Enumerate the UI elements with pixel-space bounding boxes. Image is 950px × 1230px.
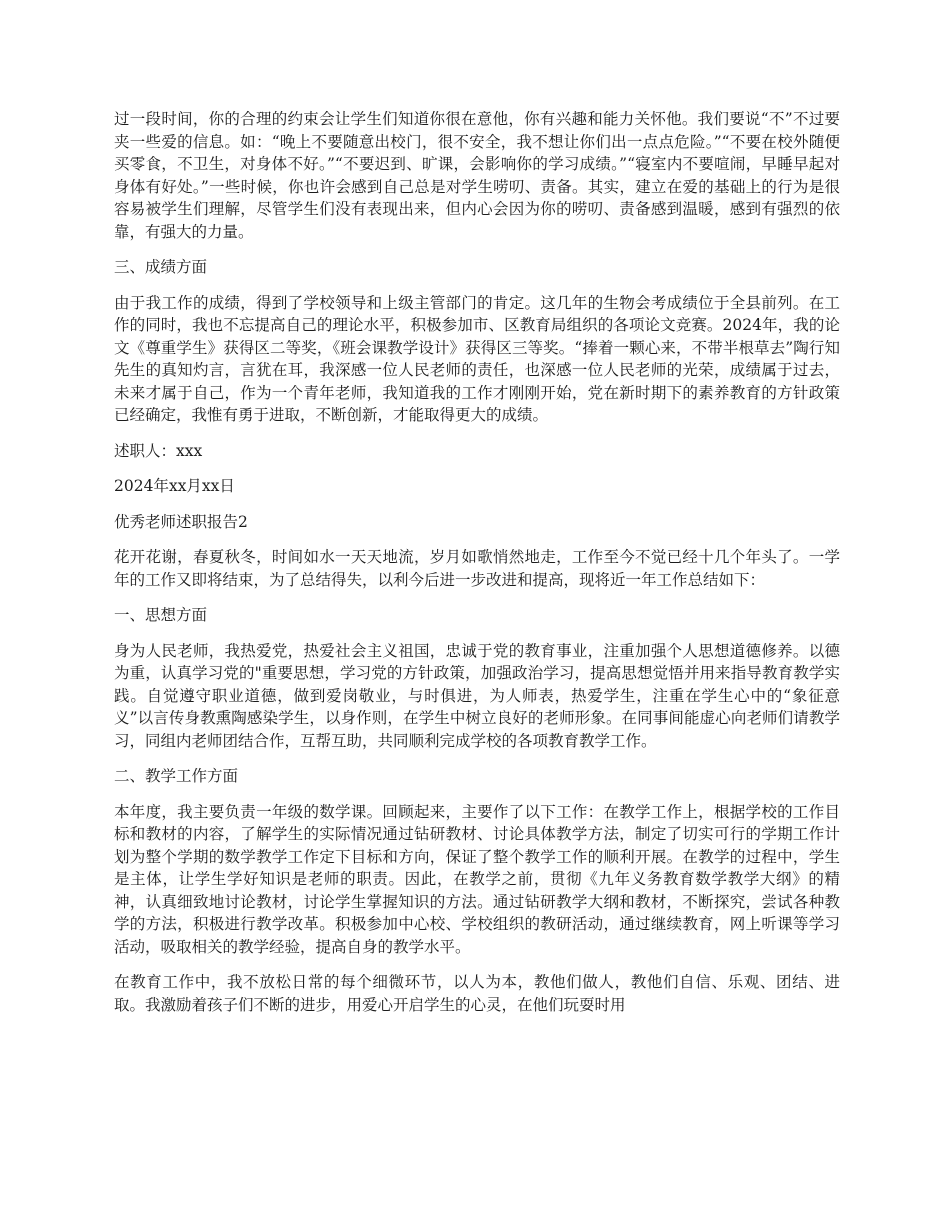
paragraph-education-work: 在教育工作中，我不放松日常的每个细微环节，以人为本，教他们做人，教他们自信、乐观、团结、进取。我激励着孩子们不断的进步，用爱心开启学生的心灵，在他们玩耍时用: [114, 973, 840, 1014]
report-2-title: 优秀老师述职报告2: [114, 512, 248, 531]
date-line: 2024年xx月xx日: [114, 477, 235, 495]
paragraph-achievements: 由于我工作的成绩，得到了学校领导和上级主管部门的肯定。这几年的生物会考成绩位于全县前列。在工作的同时，我也不忘提高自己的理论水平，积极参加市、区教育局组织的各项论文竞赛。2024年，我的论文《尊重学生》获得区二等奖，《班会课教学设计》获得区三等奖。“捧着一颗心来，不带半根草去”陶行知先生的真知灼言，言犹在耳，我深感一位人民老师的责任，也深感一位人民老师的光荣，成绩属于过去，未来才属于自己，作为一个青年老师，我知道我的工作才刚刚开始，党在新时期下的素养教育的方针政策已经确定，我惟有勇于进取，不断创新，才能取得更大的成绩。: [114, 293, 840, 424]
paragraph-ideology: 身为人民老师，我热爱党，热爱社会主义祖国，忠诚于党的教育事业，注重加强个人思想道德修养。以德为重，认真学习党的"重要思想，学习党的方针政策，加强政治学习，提高思想觉悟并用来指导教育教学实践。自觉遵守职业道德，做到爱岗敬业，与时俱进，为人师表，热爱学生，注重在学生心中的“象征意义”以言传身教熏陶感染学生，以身作则，在学生中树立良好的老师形象。在同事间能虚心向老师们请教学习，同组内老师团结合作，互帮互助，共同顺利完成学校的各项教育教学工作。: [114, 641, 840, 750]
heading-achievements: 三、成绩方面: [114, 258, 208, 276]
reporter-line: 述职人：xxx: [114, 441, 203, 460]
document-body: [114, 108, 840, 1029]
paragraph-discipline-with-love: 过一段时间，你的合理的约束会让学生们知道你很在意他，你有兴趣和能力关怀他。我们要说“不”不过要夹一些爱的信息。如：“晚上不要随意出校门，很不安全，我不想让你们出一点点危险。”“不要在校外随便买零食，不卫生，对身体不好。”“不要迟到、旷课，会影响你的学习成绩。”“寝室内不要喧闹，早睡早起对身体有好处。”一些时候，你也许会感到自己总是对学生唠叨、责备。其实，建立在爱的基础上的行为是很容易被学生们理解，尽管学生们没有表现出来，但内心会因为你的唠叨、责备感到温暖，感到有强烈的依靠，有强大的力量。: [114, 110, 840, 241]
paragraph-teaching-work: 本年度，我主要负责一年级的数学课。回顾起来，主要作了以下工作：在教学工作上，根据学校的工作目标和教材的内容，了解学生的实际情况通过钻研教材、讨论具体教学方法，制定了切实可行的学期工作计划为整个学期的数学教学工作定下目标和方向，保证了整个教学工作的顺利开展。在教学的过程中，学生是主体，让学生学好知识是老师的职责。因此，在教学之前，贯彻《九年义务教育数学教学大纲》的精神，认真细致地讨论教材，讨论学生掌握知识的方法。通过钻研教学大纲和教材，不断探究，尝试各种教学的方法，积极进行教学改革。积极参加中心校、学校组织的教研活动，通过继续教育，网上听课等学习活动，吸取相关的教学经验，提高自身的教学水平。: [114, 802, 840, 956]
paragraph-introduction: 花开花谢，春夏秋冬，时间如水一天天地流，岁月如歌悄然地走，工作至今不觉已经十几个年头了。一学年的工作又即将结束，为了总结得失，以利今后进一步改进和提高，现将近一年工作总结如下：: [114, 548, 840, 589]
heading-ideology: 一、思想方面: [114, 606, 208, 624]
heading-teaching-work: 二、教学工作方面: [114, 767, 239, 785]
